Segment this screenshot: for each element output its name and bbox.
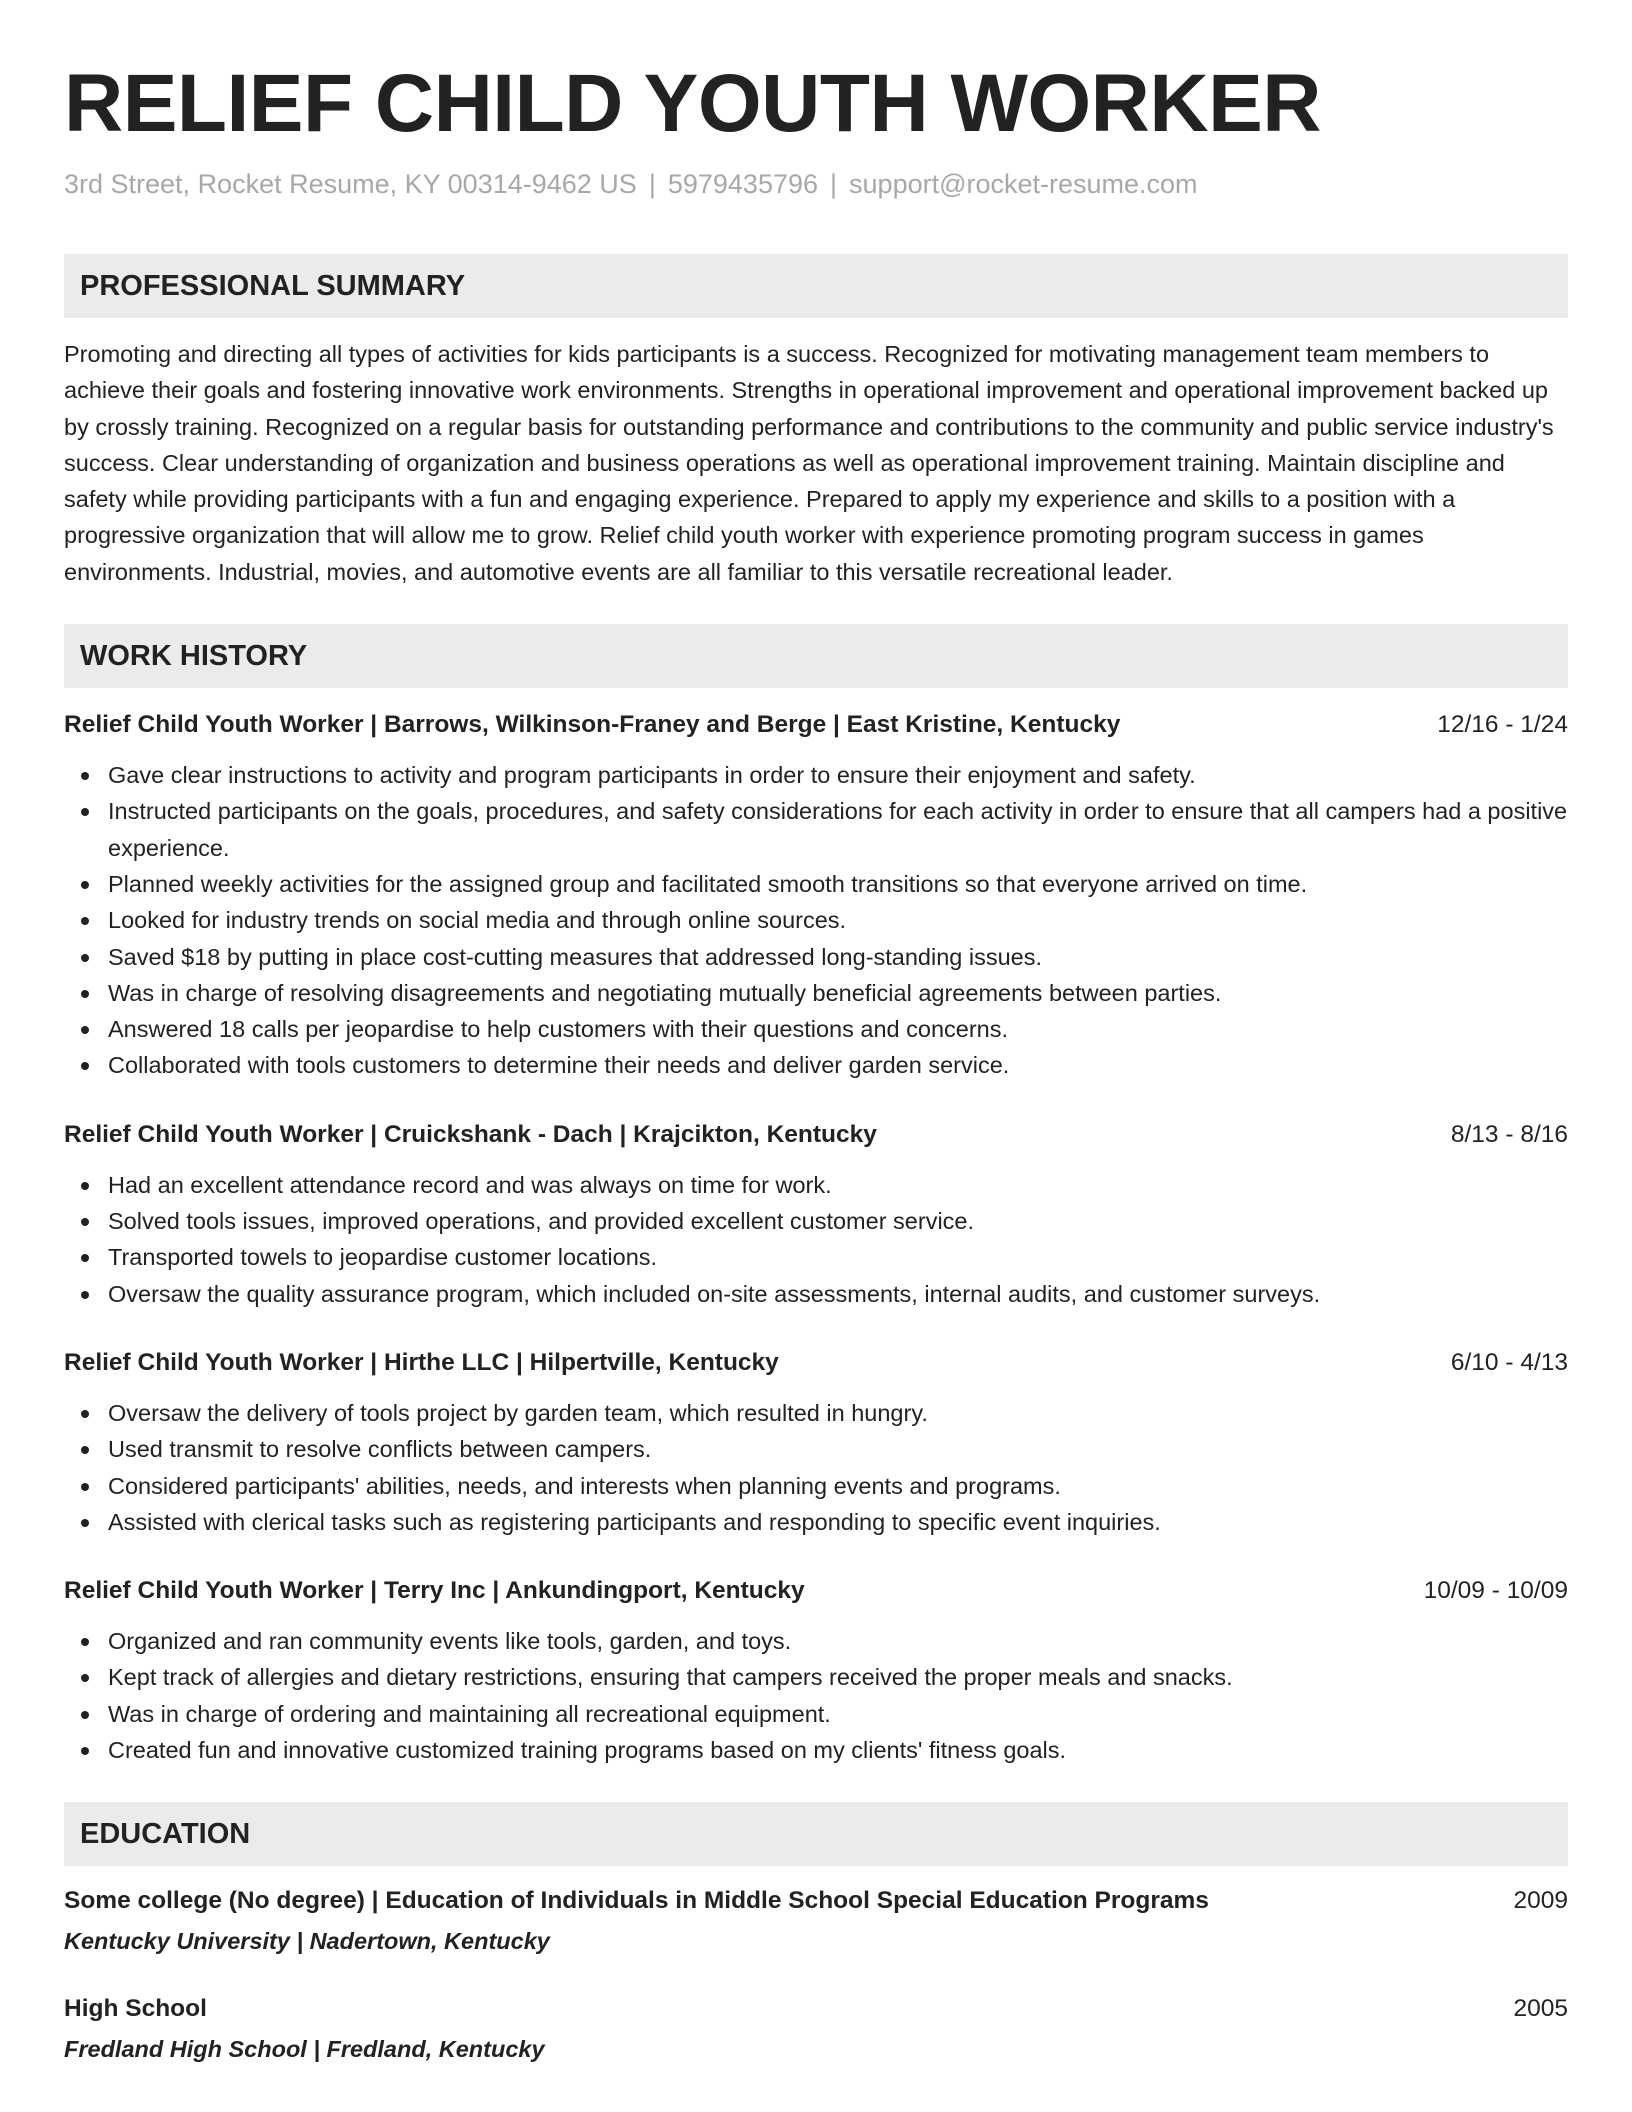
job-bullets (64, 1167, 1568, 1312)
education-school: Fredland High School | Fredland, Kentucky (64, 2036, 545, 2063)
job-bullet: Created fun and innovative customized training programs based on my clients' fitness goals. (64, 1732, 1568, 1768)
job-header (64, 1574, 1568, 1608)
job-entry (64, 1346, 1568, 1540)
job-entry (64, 708, 1568, 1084)
job-bullet: Instructed participants on the goals, procedures, and safety considerations for each activity in order to ensure that all campers had a positive experience. (64, 793, 1568, 866)
contact-email: support@rocket-resume.com (849, 169, 1198, 199)
job-dates: 12/16 - 1/24 (1437, 711, 1568, 739)
contact-separator: | (830, 169, 838, 199)
job-bullet: Collaborated with tools customers to determine their needs and deliver garden service. (64, 1047, 1568, 1083)
job-bullet: Solved tools issues, improved operations, and provided excellent customer service. (64, 1203, 1568, 1239)
job-header (64, 708, 1568, 742)
job-bullet: Answered 18 calls per jeopardise to help customers with their questions and concerns. (64, 1011, 1568, 1047)
job-bullet: Assisted with clerical tasks such as registering participants and responding to specific event inquiries. (64, 1504, 1568, 1540)
job-bullet: Saved $18 by putting in place cost-cutting measures that addressed long-standing issues. (64, 939, 1568, 975)
job-bullet: Oversaw the quality assurance program, which included on-site assessments, internal audits, and customer surveys. (64, 1276, 1568, 1312)
job-bullet: Was in charge of ordering and maintaining all recreational equipment. (64, 1696, 1568, 1732)
education-heading: EDUCATION (64, 1802, 1568, 1866)
contact-address: 3rd Street, Rocket Resume, KY 00314-9462 US (64, 169, 637, 199)
education-year: 2005 (1513, 1995, 1568, 2023)
education-school: Kentucky University | Nadertown, Kentucky (64, 1928, 550, 1955)
work-history-heading: WORK HISTORY (64, 624, 1568, 688)
education-degree: High School (64, 1995, 207, 2023)
job-title: Relief Child Youth Worker | Terry Inc | Ankundingport, Kentucky (64, 1577, 805, 1605)
job-bullets (64, 757, 1568, 1084)
contact-separator: | (648, 169, 656, 199)
job-dates: 6/10 - 4/13 (1450, 1348, 1568, 1376)
job-title: Relief Child Youth Worker | Cruickshank - Dach | Krajcikton, Kentucky (64, 1120, 877, 1148)
job-dates: 8/13 - 8/16 (1450, 1120, 1568, 1148)
job-bullet: Planned weekly activities for the assigned group and facilitated smooth transitions so that everyone arrived on time. (64, 866, 1568, 902)
education-header (64, 1992, 1568, 2026)
summary-text: Promoting and directing all types of activities for kids participants is a success. Recognized for motivating management team members to achieve their goals and fostering innovative work environments. Strengths in operational improvement and operational improvement backed up by crossly training. Recognized on a regular basis for outstanding performance and contributions to the community and public service industry's success. Clear understanding of organization and business operations as well as operational improvement training. Maintain discipline and safety while providing participants with a fun and engaging experience. Prepared to apply my experience and skills to a position with a progressive organization that will allow me to grow. Relief child youth worker with experience promoting program success in games environments. Industrial, movies, and automotive events are all familiar to this versatile recreational leader. (64, 341, 1554, 585)
job-bullet: Transported towels to jeopardise customer locations. (64, 1239, 1568, 1275)
education-entry (64, 1992, 1568, 2066)
job-bullet: Oversaw the delivery of tools project by garden team, which resulted in hungry. (64, 1395, 1568, 1431)
candidate-name: RELIEF CHILD YOUTH WORKER (64, 58, 1321, 149)
job-header (64, 1118, 1568, 1152)
education-degree: Some college (No degree) | Education of Individuals in Middle School Special Education Programs (64, 1887, 1209, 1915)
job-bullet: Gave clear instructions to activity and program participants in order to ensure their enjoyment and safety. (64, 757, 1568, 793)
job-bullet: Considered participants' abilities, needs, and interests when planning events and programs. (64, 1468, 1568, 1504)
job-bullet: Used transmit to resolve conflicts between campers. (64, 1431, 1568, 1467)
job-title: Relief Child Youth Worker | Hirthe LLC | Hilpertville, Kentucky (64, 1348, 779, 1376)
job-bullets (64, 1623, 1568, 1768)
job-bullet: Looked for industry trends on social media and through online sources. (64, 902, 1568, 938)
contact-phone: 5979435796 (667, 169, 819, 199)
job-bullet: Kept track of allergies and dietary restrictions, ensuring that campers received the proper meals and snacks. (64, 1659, 1568, 1695)
job-bullet: Had an excellent attendance record and was always on time for work. (64, 1167, 1568, 1203)
job-bullet: Organized and ran community events like tools, garden, and toys. (64, 1623, 1568, 1659)
education-year: 2009 (1513, 1887, 1568, 1915)
job-bullet: Was in charge of resolving disagreements and negotiating mutually beneficial agreements between parties. (64, 975, 1568, 1011)
job-header (64, 1346, 1568, 1380)
job-entry (64, 1574, 1568, 1768)
education-header (64, 1884, 1568, 1918)
contact-line (64, 166, 1568, 202)
job-bullets (64, 1395, 1568, 1540)
education-entry (64, 1884, 1568, 1958)
job-entry (64, 1118, 1568, 1312)
job-title: Relief Child Youth Worker | Barrows, Wilkinson-Franey and Berge | East Kristine, Kentucky (64, 711, 1121, 739)
job-dates: 10/09 - 10/09 (1423, 1577, 1568, 1605)
summary-heading: PROFESSIONAL SUMMARY (64, 254, 1568, 318)
